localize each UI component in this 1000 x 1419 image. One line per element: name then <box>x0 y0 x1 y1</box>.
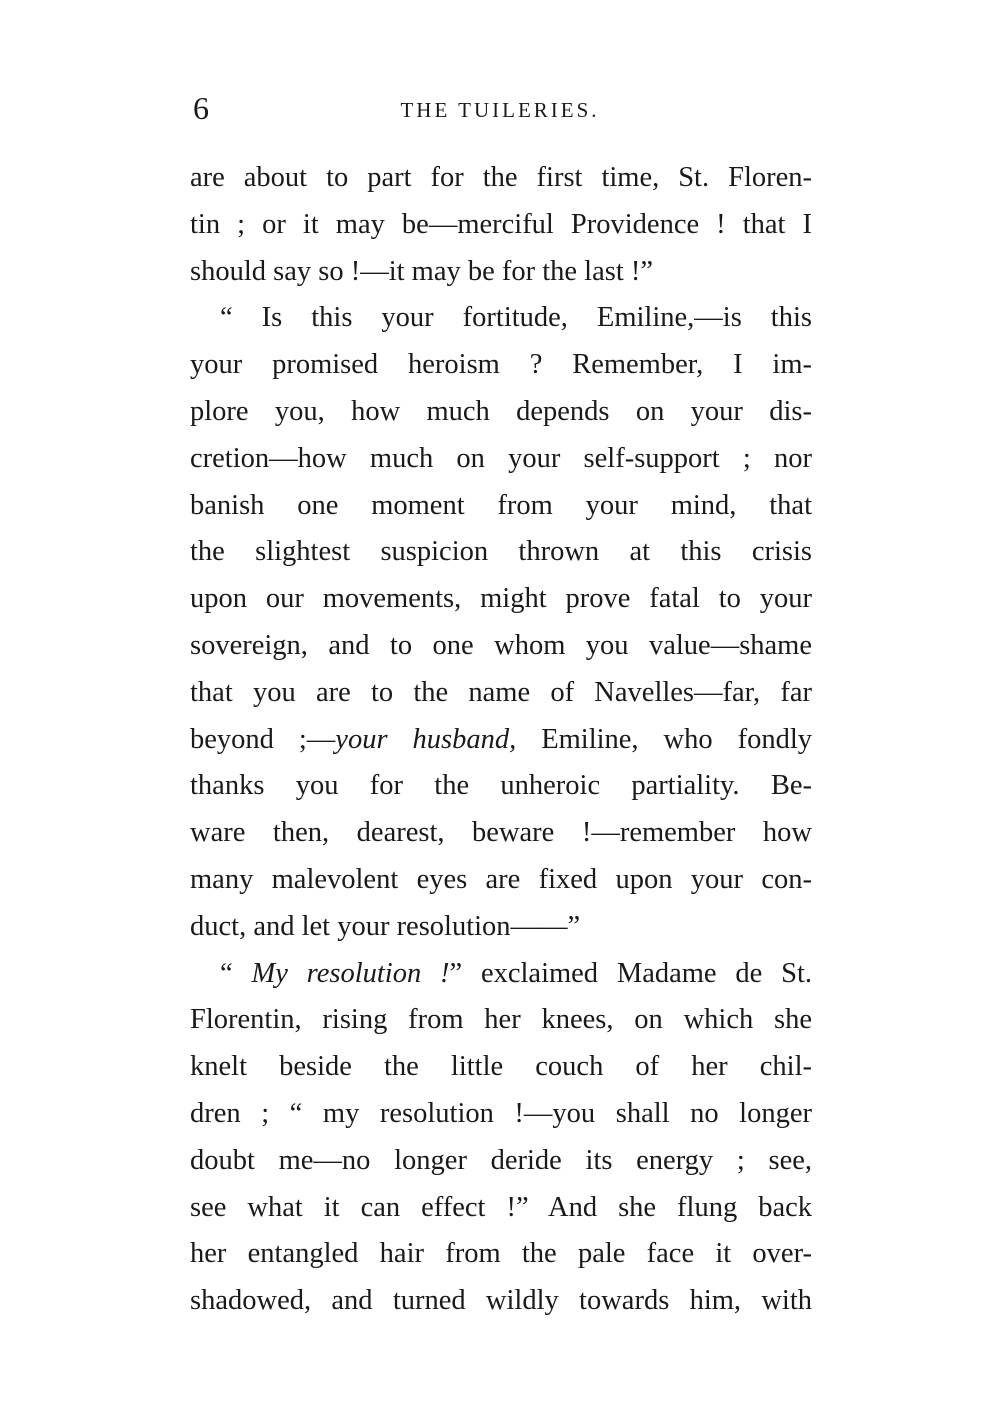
text-line <box>190 155 812 202</box>
text-line <box>190 1185 812 1232</box>
text-segment: tin ; or it may be—merciful Providence ! that I <box>190 208 812 240</box>
text-line <box>190 904 812 951</box>
text-segment: banish one moment from your mind, that <box>190 489 812 521</box>
text-line <box>190 483 812 530</box>
text-line <box>190 249 812 296</box>
text-line <box>190 1278 812 1325</box>
text-segment: beyond ;— <box>190 723 336 755</box>
text-line <box>190 857 812 904</box>
text-line <box>190 997 812 1044</box>
text-segment: ” exclaimed Madame de St. <box>449 957 812 989</box>
text-line <box>190 342 812 389</box>
text-line <box>190 436 812 483</box>
text-line <box>190 1044 812 1091</box>
text-segment: the slightest suspicion thrown at this crisis <box>190 536 812 568</box>
italic-text: your husband, <box>335 723 517 755</box>
text-line <box>190 202 812 249</box>
text-segment: see what it can effect !” And she flung back <box>190 1191 812 1223</box>
running-title: THE TUILERIES. <box>400 98 600 122</box>
text-segment: dren ; “ my resolution !—you shall no longer <box>190 1097 812 1129</box>
text-segment: many malevolent eyes are fixed upon your con- <box>190 863 812 895</box>
text-segment: your promised heroism ? Remember, I im- <box>190 349 812 381</box>
text-segment: thanks you for the unheroic partiality. Be- <box>190 770 812 802</box>
text-line <box>190 670 812 717</box>
page-number: 6 <box>193 90 209 126</box>
text-segment: Florentin, rising from her knees, on which she <box>190 1004 812 1036</box>
text-line <box>190 1138 812 1185</box>
text-segment: are about to part for the first time, St. Floren- <box>190 162 812 193</box>
italic-text: My resolution ! <box>251 957 450 989</box>
text-segment: duct, and let your resolution——” <box>190 910 581 942</box>
text-line <box>190 1231 812 1278</box>
text-line <box>190 810 812 857</box>
text-segment: “ <box>220 957 252 989</box>
text-segment: should say so !—it may be for the last !” <box>190 255 654 287</box>
text-line <box>190 1091 812 1138</box>
text-segment: that you are to the name of Navelles—far, far <box>190 676 812 708</box>
text-line <box>190 951 812 998</box>
text-line <box>190 389 812 436</box>
text-segment: upon our movements, might prove fatal to your <box>190 583 812 615</box>
text-line <box>190 576 812 623</box>
text-segment: plore you, how much depends on your dis- <box>190 395 812 427</box>
text-line <box>190 717 812 764</box>
body-text <box>190 155 812 1325</box>
text-segment: “ Is this your fortitude, Emiline,—is this <box>220 302 812 334</box>
text-line <box>190 763 812 810</box>
text-segment: knelt beside the little couch of her chil- <box>190 1051 812 1083</box>
text-segment: her entangled hair from the pale face it over- <box>190 1238 812 1270</box>
text-segment: Emiline, who fondly <box>516 723 812 755</box>
text-line <box>190 295 812 342</box>
text-line <box>190 529 812 576</box>
text-segment: shadowed, and turned wildly towards him, with <box>190 1285 812 1317</box>
text-segment: cretion—how much on your self-support ; nor <box>190 442 812 474</box>
text-segment: doubt me—no longer deride its energy ; see, <box>190 1144 812 1176</box>
text-segment: sovereign, and to one whom you value—shame <box>190 629 812 661</box>
text-line <box>190 623 812 670</box>
text-segment: ware then, dearest, beware !—remember how <box>190 817 812 849</box>
